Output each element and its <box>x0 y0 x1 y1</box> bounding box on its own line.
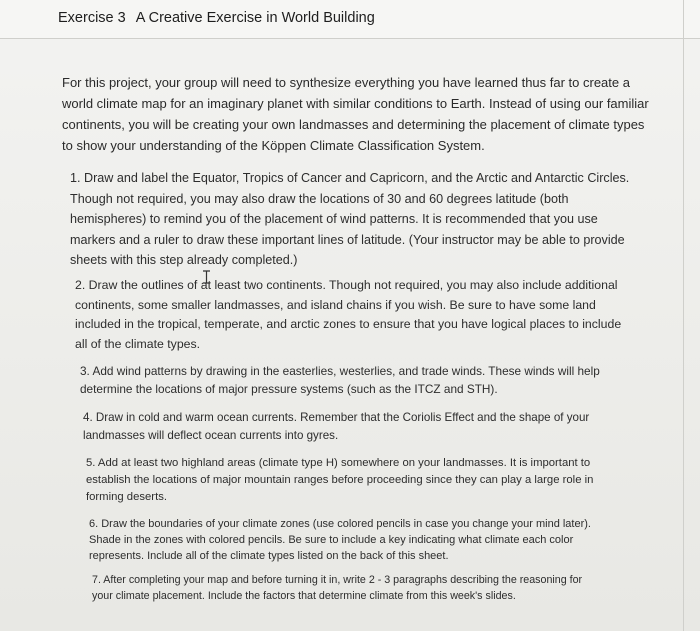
step-3: 3. Add wind patterns by drawing in the easterlies, westerlies, and trade winds. These winds will help determine the locations of major pressure systems (such as the ITCZ and STH). <box>80 364 600 396</box>
page-title <box>58 10 375 26</box>
step-5: 5. Add at least two highland areas (climate type H) somewhere on your landmasses. It is important to establish the locations of major mountain ranges before proceeding since they can play a large role in forming deserts. <box>86 457 594 503</box>
step-6: 6. Draw the boundaries of your climate zones (use colored pencils in case you change your mind later). Shade in the zones with colored pencils. Be sure to include a key indicating what climate each color represents. Include all of the climate types listed on the back of this sheet. <box>89 518 591 563</box>
step-7: 7. After completing your map and before turning it in, write 2 - 3 paragraphs describing the reasoning for your climate placement. Include the factors that determine climate from this week's slides. <box>92 574 583 602</box>
exercise-number: Exercise 3 <box>58 10 126 26</box>
page-edge-rule <box>683 0 684 631</box>
text-cursor-icon <box>202 270 211 284</box>
step-1: 1. Draw and label the Equator, Tropics of Cancer and Capricorn, and the Arctic and Antarctic Circles. Though not required, you may also draw the locations of 30 and 60 degrees latitude (both hemispheres) to remind you of the placement of wind patterns. It is recommended that you use markers and a ruler to draw these important lines of latitude. (Your instructor may be able to provide sheets with this step already completed.) <box>70 171 630 267</box>
document-header <box>0 0 700 39</box>
step-2: 2. Draw the outlines of at least two continents. Though not required, you may also include additional continents, some smaller landmasses, and island chains if you wish. Be sure to have some land included in the tropical, temperate, and arctic zones to ensure that you have logical places to include all of the climate types. <box>75 278 622 351</box>
intro-paragraph: For this project, your group will need to synthesize everything you have learned thus far to create a world climate map for an imaginary planet with similar conditions to Earth. Instead of using our familiar continents, you will be creating your own landmasses and determining the placement of climate types to show your understanding of the Köppen Climate Classification System. <box>62 75 649 153</box>
step-4: 4. Draw in cold and warm ocean currents. Remember that the Coriolis Effect and the shape of your landmasses will deflect ocean currents into gyres. <box>83 411 590 442</box>
exercise-title: A Creative Exercise in World Building <box>135 10 375 26</box>
